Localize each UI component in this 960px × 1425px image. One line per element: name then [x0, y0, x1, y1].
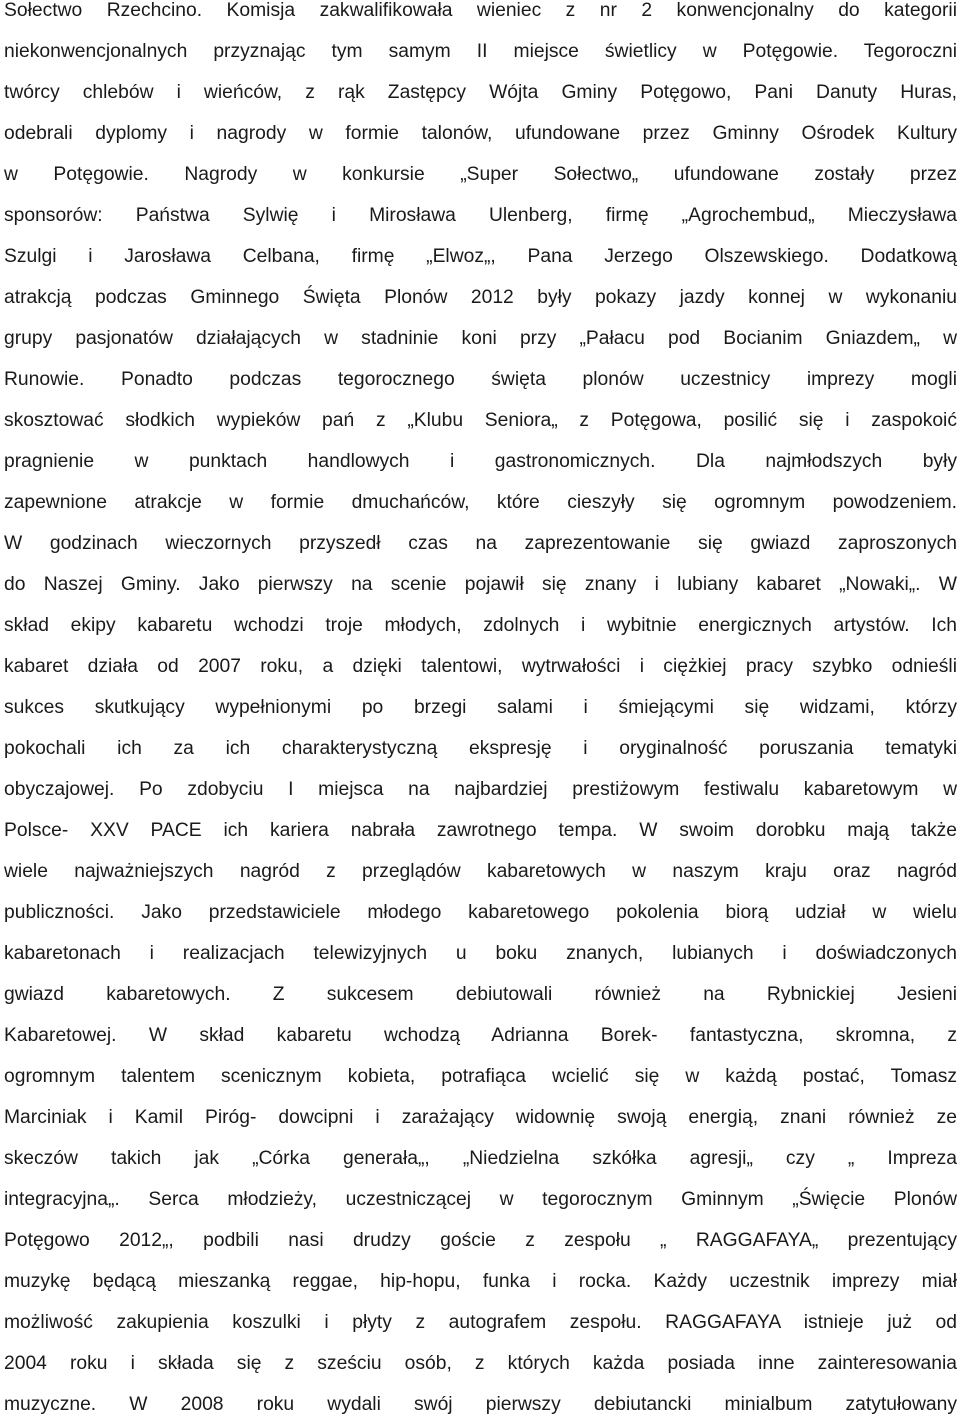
text-line: skład ekipy kabaretu wchodzi troje młodych, zdolnych i wybitnie energicznych artystów. Ich [4, 615, 957, 636]
text-line: ogromnym talentem scenicznym kobieta, potrafiąca wcielić się w każdą postać, Tomasz [4, 1066, 957, 1087]
text-line: Polsce- XXV PACE ich kariera nabrała zawrotnego tempa. W swoim dorobku mają także [4, 820, 957, 841]
text-line: muzyczne. W 2008 roku wydali swój pierwszy debiutancki minialbum zatytułowany [4, 1394, 957, 1415]
text-line: pokochali ich za ich charakterystyczną ekspresję i oryginalność poruszania tematyki [4, 738, 957, 759]
text-line: publiczności. Jako przedstawiciele młodego kabaretowego pokolenia biorą udział w wielu [4, 902, 957, 923]
text-line: sponsorów: Państwa Sylwię i Mirosława Ulenberg, firmę „Agrochembud„ Mieczysława [4, 205, 957, 226]
text-line: w Potęgowie. Nagrody w konkursie „Super Sołectwo„ ufundowane zostały przez [4, 164, 957, 185]
text-line: do Naszej Gminy. Jako pierwszy na scenie pojawił się znany i lubiany kabaret „Nowaki„. W [4, 574, 957, 595]
text-line: zapewnione atrakcje w formie dmuchańców, które cieszyły się ogromnym powodzeniem. [4, 492, 957, 513]
text-line: Runowie. Ponadto podczas tegorocznego święta plonów uczestnicy imprezy mogli [4, 369, 957, 390]
text-line: Potęgowo 2012„, podbili nasi drudzy goście z zespołu „ RAGGAFAYA„ prezentujący [4, 1230, 957, 1251]
text-line: pragnienie w punktach handlowych i gastronomicznych. Dla najmłodszych były [4, 451, 957, 472]
text-line: wiele najważniejszych nagród z przeglądów kabaretowych w naszym kraju oraz nagród [4, 861, 957, 882]
text-line: 2004 roku i składa się z sześciu osób, z których każda posiada inne zainteresowania [4, 1353, 957, 1374]
text-line: twórcy chlebów i wieńców, z rąk Zastępcy Wójta Gminy Potęgowo, Pani Danuty Huras, [4, 82, 957, 103]
text-line: atrakcją podczas Gminnego Święta Plonów 2012 były pokazy jazdy konnej w wykonaniu [4, 287, 957, 308]
text-line: integracyjna„. Serca młodzieży, uczestniczącej w tegorocznym Gminnym „Święcie Plonów [4, 1189, 957, 1210]
text-line: Szulgi i Jarosława Celbana, firmę „Elwoz„, Pana Jerzego Olszewskiego. Dodatkową [4, 246, 957, 267]
text-line: grupy pasjonatów działających w stadninie koni przy „Pałacu pod Bocianim Gniazdem„ w [4, 328, 957, 349]
text-line: muzykę będącą mieszanką reggae, hip-hopu, funka i rocka. Każdy uczestnik imprezy miał [4, 1271, 957, 1292]
text-line: Sołectwo Rzechcino. Komisja zakwalifikowała wieniec z nr 2 konwencjonalny do kategorii [4, 0, 957, 21]
text-line: niekonwencjonalnych przyznając tym samym II miejsce świetlicy w Potęgowie. Tegoroczni [4, 41, 957, 62]
text-line: kabaretonach i realizacjach telewizyjnych u boku znanych, lubianych i doświadczonych [4, 943, 957, 964]
text-line: gwiazd kabaretowych. Z sukcesem debiutowali również na Rybnickiej Jesieni [4, 984, 957, 1005]
text-line: Kabaretowej. W skład kabaretu wchodzą Adrianna Borek- fantastyczna, skromna, z [4, 1025, 957, 1046]
text-line: obyczajowej. Po zdobyciu I miejsca na najbardziej prestiżowym festiwalu kabaretowym w [4, 779, 957, 800]
text-line: W godzinach wieczornych przyszedł czas na zaprezentowanie się gwiazd zaproszonych [4, 533, 957, 554]
text-line: kabaret działa od 2007 roku, a dzięki talentowi, wytrwałości i ciężkiej pracy szybko odnieśli [4, 656, 957, 677]
text-line: Marciniak i Kamil Piróg- dowcipni i zarażający widownię swoją energią, znani również ze [4, 1107, 957, 1128]
document-page [4, 0, 957, 1425]
text-line: skosztować słodkich wypieków pań z „Klubu Seniora„ z Potęgowa, posilić się i zaspokoić [4, 410, 957, 431]
text-line: możliwość zakupienia koszulki i płyty z autografem zespołu. RAGGAFAYA istnieje już od [4, 1312, 957, 1333]
text-line: skeczów takich jak „Córka generała„, „Niedzielna szkółka agresji„ czy „ Impreza [4, 1148, 957, 1169]
text-line: sukces skutkujący wypełnionymi po brzegi salami i śmiejącymi się widzami, którzy [4, 697, 957, 718]
text-line: odebrali dyplomy i nagrody w formie talonów, ufundowane przez Gminny Ośrodek Kultury [4, 123, 957, 144]
